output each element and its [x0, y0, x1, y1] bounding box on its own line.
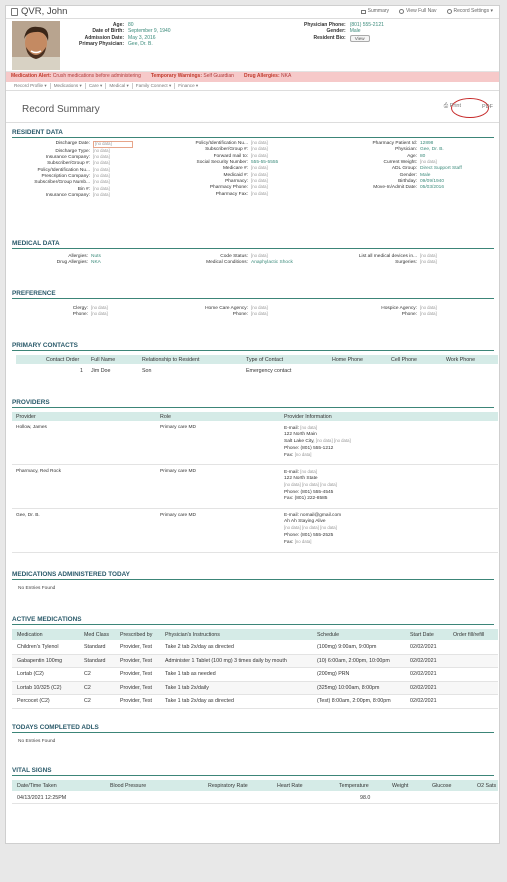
medication-cell: Provider, Test — [120, 644, 152, 650]
medication-row[interactable] — [12, 695, 498, 709]
field-value: [no data] — [93, 172, 110, 178]
field-label: Subscriber/Group #: — [205, 147, 248, 153]
vital-signs-heading: VITAL SIGNS — [12, 767, 494, 776]
resident-name: QVR, John — [21, 5, 68, 17]
preference-col2: Home Care Agency: [no data] Phone: [no data] — [205, 305, 268, 318]
provider-role: Primary care MD — [160, 513, 196, 518]
field-value: [no data] — [93, 179, 110, 185]
field-value: [no data] — [251, 165, 268, 171]
gender-value: Male — [349, 28, 361, 35]
provider-name[interactable]: Hollow, James — [16, 425, 47, 430]
provider-role: Primary care MD — [160, 469, 196, 474]
field-value: [no data] — [93, 185, 110, 191]
provider-info-line: Fax: (801) 222-8585 — [284, 495, 328, 501]
field-value: [no data] — [93, 147, 110, 153]
medication-cell: 02/02/2021 — [410, 684, 437, 691]
provider-role: Primary care MD — [160, 425, 196, 430]
physician-phone-value: (801) 555-2121 — [349, 22, 384, 28]
medication-cell: Take 2 tab 2x/day as directed — [165, 644, 234, 650]
medication-row[interactable] — [12, 668, 498, 682]
medication-cell: Provider, Test — [120, 657, 152, 664]
field-label: Pharmacy Phone: — [209, 185, 248, 191]
field-label: Pharmacy Patient Id: — [372, 141, 417, 146]
medication-cell: Standard — [84, 644, 106, 650]
field-label: Social Security Number: — [196, 159, 248, 165]
medication-cell: 02/02/2021 — [410, 644, 437, 650]
vitals-row[interactable]: 04/13/2021 12:25PM 98.0 — [12, 792, 498, 804]
contact-row[interactable]: 1 Jim Doe Son Emergency contact — [80, 368, 292, 374]
conditions-value: Anaphylactic Shock — [251, 260, 293, 266]
field-label: Subscriber/Group Numb... — [34, 180, 90, 186]
field-value: [no data] — [251, 140, 268, 145]
field-label: Policy/Identification Nu... — [195, 141, 248, 146]
menu-finance[interactable]: Finance ▾ — [178, 83, 199, 89]
field-label: Bin #: — [77, 186, 90, 192]
medication-cell: Provider, Test — [120, 671, 152, 677]
provider-divider — [12, 508, 498, 509]
field-label: Move-In/Admit Date: — [373, 185, 417, 191]
field-value: [no data] — [93, 141, 133, 148]
ssn-value: 555-55-5555 — [251, 159, 279, 165]
field-label: Pharmacy Fax: — [215, 191, 248, 197]
medication-cell: C2 — [84, 684, 91, 691]
provider-info — [284, 469, 337, 502]
resident-info: Age: 80 Date of Birth: September 9, 1940 Admission Date: May 3, 2016 Primary Physician: Gee, Dr. B. Physician Phone: (801) 555-2121 Gender: Male Resident Bio: View — [6, 19, 499, 72]
provider-info-line: Salt Lake City, [no data] [no data] — [284, 438, 351, 445]
medication-cell: Children's Tylenol — [17, 644, 59, 650]
print-button[interactable]: ⎙ Print — [443, 103, 461, 109]
field-label: Medicaid #: — [223, 172, 248, 178]
pdf-button[interactable]: PDF — [482, 104, 493, 110]
provider-divider — [12, 552, 498, 553]
medication-cell: 02/02/2021 — [410, 671, 437, 677]
record-settings-menu[interactable]: Record Settings ▾ — [447, 9, 493, 15]
field-value: Male — [420, 172, 431, 178]
view-bio-button[interactable]: View — [350, 35, 370, 42]
menu-family-connect[interactable]: Family Connect ▾ — [133, 83, 176, 88]
field-label: Discharge Date: — [55, 141, 90, 146]
menu-record-profile[interactable]: Record Profile ▾ — [11, 83, 51, 88]
provider-info-line: Fax: [no data] — [284, 538, 312, 545]
provider-name[interactable]: Pharmacy, Red Rock — [16, 469, 61, 474]
resident-data-heading: RESIDENT DATA — [12, 129, 494, 138]
medication-cell: Administer 1 Tablet (100 mg) 3 times daily by mouth — [165, 657, 287, 664]
medication-cell: Gabapentin 100mg — [17, 657, 63, 664]
medication-cell: C2 — [84, 671, 91, 677]
provider-info — [284, 513, 341, 546]
provider-info-line: E-mail: [no data] — [284, 425, 318, 431]
medication-cell: Take 1 tab 2x/day as directed — [165, 698, 234, 704]
field-label: Pharmacy: — [225, 178, 248, 184]
provider-info-line: E-mail: [no data] — [284, 469, 318, 475]
medication-row[interactable] — [12, 682, 498, 696]
window-title — [11, 7, 67, 18]
medication-cell: Take 1 tab 2x/daily — [165, 684, 209, 691]
field-label: Medicare #: — [222, 166, 248, 172]
preference-heading: PREFERENCE — [12, 290, 494, 299]
field-value: [no data] — [93, 154, 110, 160]
provider-name[interactable]: Gee, Dr. B. — [16, 513, 40, 518]
field-value: Gee, Dr. B. — [420, 147, 444, 153]
gear-icon — [447, 9, 452, 14]
medication-cell: Take 1 tab as needed — [165, 671, 216, 677]
temporary-warning: Self Guardian — [203, 73, 234, 80]
provider-info-line: Ah Ah Staying Alive — [284, 519, 326, 525]
field-value: [no data] — [420, 158, 437, 164]
field-value: [no data] — [93, 166, 110, 172]
med-admin-empty: No Entries Found — [18, 586, 56, 591]
medications-administered-heading: MEDICATIONS ADMINISTERED TODAY — [12, 571, 494, 580]
document-icon — [11, 8, 18, 16]
field-value: [no data] — [251, 177, 268, 183]
contact-type-emergency: Emergency contact — [246, 368, 292, 374]
medication-cell: Percocet (C2) — [17, 698, 50, 704]
resident-data-col1 — [10, 141, 133, 198]
resident-data-col2 — [156, 141, 301, 197]
view-full-nav-link[interactable]: View Full Nav — [399, 9, 436, 15]
medication-cell: Provider, Test — [120, 684, 152, 691]
field-label: Forward mail to: — [213, 153, 248, 159]
field-value: 05/03/2016 — [420, 185, 445, 191]
medication-cell: 02/02/2021 — [410, 698, 437, 704]
allergies-value: Nuts — [91, 254, 101, 259]
provider-info-line: [no data] [no data] [no data] — [284, 482, 337, 488]
field-value: 12898 — [420, 141, 434, 146]
field-value: 09/09/1940 — [420, 178, 445, 184]
provider-info-line: E-mail: nomail@gmail.com — [284, 513, 342, 518]
medication-cell: 02/02/2021 — [410, 657, 437, 664]
medication-alert: Crush medications before administering — [52, 73, 141, 80]
provider-info-line: 122 North State — [284, 476, 318, 482]
provider-info-line: Phone: (801) 555-1212 — [284, 445, 334, 451]
medication-cell: Standard — [84, 657, 106, 664]
resident-page — [5, 5, 500, 844]
field-label: Policy/Identification Nu... — [37, 167, 90, 173]
summary-content — [6, 123, 499, 843]
age-value: 80 — [128, 22, 134, 28]
medication-cell: (325mg) 10:00am, 8:00pm — [317, 684, 380, 691]
preference-col1: Clergy: [no data] Phone: [no data] — [72, 305, 108, 318]
field-label: Discharge Type: — [55, 148, 90, 154]
medication-cell: Provider, Test — [120, 698, 152, 704]
window-header — [6, 6, 499, 19]
medication-cell: (200mg) PRN — [317, 671, 350, 677]
field-label: Physician: — [395, 147, 417, 153]
resident-photo — [12, 21, 60, 70]
medication-cell: (100mg) 9:00am, 9:00pm — [317, 644, 377, 650]
summary-icon — [361, 10, 366, 14]
medication-cell: C2 — [84, 698, 91, 704]
medical-col2: Code Status: [no data] Medical Conditions: Anaphylactic Shock — [156, 254, 311, 266]
dob-value: September 9, 1940 — [128, 28, 171, 35]
field-value: [no data] — [251, 190, 268, 196]
preference-col3: Hospice Agency: [no data] Phone: [no data] — [381, 305, 437, 318]
field-value: [no data] — [251, 146, 268, 152]
nav-icon — [399, 9, 404, 14]
provider-info-line: 122 North Main — [284, 432, 317, 438]
field-label: Subscriber/Group #: — [47, 161, 90, 167]
field-label: Gender: — [399, 172, 417, 178]
active-meds-header-row: Medication Med Class Prescribed by Physician's Instructions Schedule Start Date Order fill/refill — [12, 629, 498, 640]
drug-allergies-alert: NKA — [281, 73, 292, 80]
field-value: [no data] — [93, 191, 110, 197]
medical-data-heading: MEDICAL DATA — [12, 240, 494, 249]
medication-row[interactable] — [12, 641, 498, 655]
resident-data-col3 — [336, 141, 480, 191]
menu-medications[interactable]: Medications ▾ — [51, 83, 86, 88]
field-value: [no data] — [251, 184, 268, 190]
field-label: Insurance Company: — [45, 192, 90, 198]
medication-cell: Lortab (C2) — [17, 671, 44, 677]
admission-value: May 3, 2016 — [128, 34, 156, 41]
summary-link[interactable]: Summary — [361, 9, 389, 15]
field-value: [no data] — [251, 171, 268, 177]
menu-medical[interactable]: Medical ▾ — [106, 83, 132, 88]
vitals-header-row: Date/Time Taken Blood Pressure Respiratory Rate Heart Rate Temperature Weight Glucose O2 Sats — [12, 780, 498, 791]
providers-header-row: Provider Role Provider Information — [12, 412, 498, 421]
primary-contacts-heading: PRIMARY CONTACTS — [12, 342, 494, 351]
field-value: Direct Support Staff — [420, 166, 462, 172]
provider-divider — [12, 464, 498, 465]
page-title: Record Summary — [22, 104, 100, 115]
providers-heading: PROVIDERS — [12, 399, 494, 408]
provider-info-line: Phone: (801) 555-4545 — [284, 489, 334, 495]
provider-info-line: [no data] [no data] [no data] — [284, 525, 337, 531]
record-menubar — [6, 82, 499, 91]
medication-row[interactable] — [12, 655, 498, 669]
medical-col1: Allergies: Nuts Drug Allergies: NKA — [10, 254, 141, 266]
field-label: ADL Group: — [391, 166, 417, 172]
alert-bar: Medication Alert: Crush medications before administering Temporary Warnings: Self Guardian Drug Allergies: NKA — [6, 72, 499, 82]
medication-cell: Lortab 10/325 (C2) — [17, 684, 62, 691]
physician-value: Gee, Dr. B. — [128, 40, 153, 47]
provider-info-line: Phone: (801) 555-2525 — [284, 532, 334, 538]
field-label: Prescription Company: — [41, 173, 90, 179]
field-value: [no data] — [93, 160, 110, 166]
contacts-header-row: Contact Order Full Name Relationship to Resident Type of Contact Home Phone Cell Phone Work Phone — [16, 355, 498, 364]
provider-info — [284, 425, 351, 459]
medication-cell: (Test) 8:00am, 2:00pm, 8:00pm — [317, 698, 391, 704]
active-medications-heading: ACTIVE MEDICATIONS — [12, 616, 494, 625]
menu-care[interactable]: Care ▾ — [86, 83, 107, 88]
completed-adls-heading: TODAYS COMPLETED ADLS — [12, 724, 494, 733]
record-summary-bar — [6, 95, 499, 123]
field-value: [no data] — [251, 152, 268, 158]
field-label: Current Weight: — [383, 159, 417, 165]
medication-cell: (10) 6:00am, 2:00pm, 10:00pm — [317, 657, 390, 664]
adls-empty: No Entries Found — [18, 739, 56, 744]
field-label: Birthday: — [398, 178, 417, 184]
field-value: 80 — [420, 153, 426, 159]
medical-col3: List all medical devices in... [no data] Surgeries: [no data] — [358, 253, 437, 266]
field-label: Insurance Company: — [45, 155, 90, 161]
field-label: Age: — [407, 153, 417, 159]
provider-info-line: Fax: [no data] — [284, 451, 312, 458]
drug-allergies-value: NKA — [91, 260, 101, 266]
